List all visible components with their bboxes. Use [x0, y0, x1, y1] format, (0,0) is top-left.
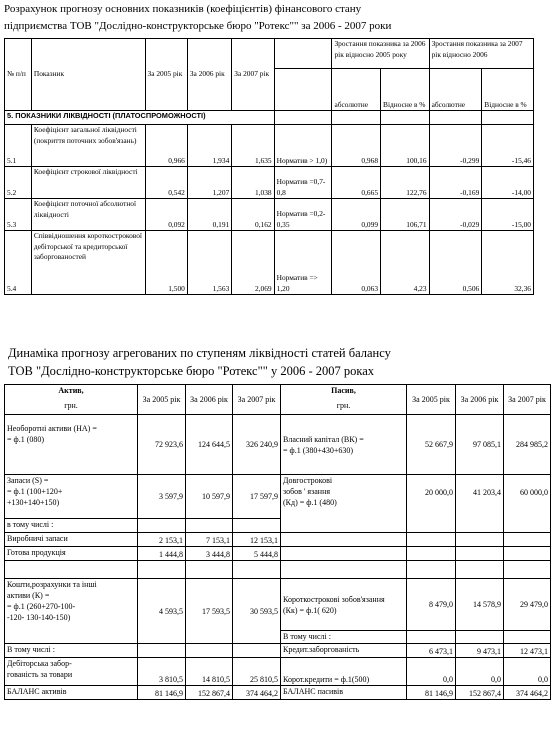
header-2006: За 2006 рік	[187, 39, 231, 111]
row-2007: 0,162	[232, 199, 274, 231]
header-growth-2007: Зростання показника за 2007 рік відносно 2006	[429, 39, 533, 69]
table-row	[5, 579, 551, 631]
row-abs1: 0,063	[332, 231, 381, 295]
row-2007: 1,038	[232, 167, 274, 199]
gp-2006: 3 444,8	[186, 547, 233, 561]
k-label2: активи (К) =	[7, 591, 50, 600]
table-row	[5, 125, 534, 167]
vz-label: Виробничі запаси	[5, 533, 138, 547]
row-2005: 1,500	[145, 231, 187, 295]
na-label: Необоротні активи (НА) =	[7, 424, 97, 433]
row-2006: 1,207	[187, 167, 231, 199]
header-num: № п/п	[5, 39, 32, 111]
row-abs2: -0,169	[429, 167, 482, 199]
kor-2006: 0,0	[456, 658, 504, 686]
table-row	[5, 547, 551, 561]
s-formula2: +130+140+150)	[7, 498, 60, 507]
balance-liquidity-table	[4, 384, 551, 700]
header-norm-blank	[274, 39, 332, 69]
row-rel2: -15,00	[482, 199, 534, 231]
header-pasyv: Пасив,	[281, 385, 407, 400]
kor-2007: 0,0	[504, 658, 551, 686]
k-2006: 17 593,5	[186, 579, 233, 644]
row-num: 5.1	[5, 125, 32, 167]
header-rel2: Відносне в %	[482, 69, 534, 111]
row-norm: Норматив > 1,0)	[274, 125, 332, 167]
row-rel1: 122,76	[381, 167, 430, 199]
row-2006: 0,191	[187, 199, 231, 231]
vk-label: Власний капітал (ВК) =	[283, 434, 364, 444]
s-2007: 17 597,9	[233, 475, 281, 519]
kd-2005: 20 000,0	[407, 475, 456, 533]
header-a2007: За 2007 рік	[233, 385, 281, 415]
header-aktyv-unit: грн.	[5, 400, 138, 415]
na-formula: = ф.1 (080)	[7, 435, 45, 444]
header-norm-blank2	[274, 69, 332, 111]
row-name: Співвідношення короткострокової дебіторської та кредиторської заборгованостей	[31, 231, 145, 295]
row-2006: 1,563	[187, 231, 231, 295]
row-abs1: 0,968	[332, 125, 381, 167]
row-abs1: 0,099	[332, 199, 381, 231]
header-growth-2006: Зростання показника за 2006 рік відносно 2005 року	[332, 39, 429, 69]
header-a2005: За 2005 рік	[138, 385, 186, 415]
header-abs2: абсолютне	[429, 69, 482, 111]
kk-2006: 14 578,9	[456, 579, 504, 631]
balance-liabilities-label: БАЛАНС пасивів	[281, 686, 407, 700]
incl-label: в тому числі :	[5, 519, 138, 533]
balance-assets-label: БАЛАНС активів	[5, 686, 138, 700]
row-rel2: -14,00	[482, 167, 534, 199]
balance-liabilities-2006: 152 867,4	[456, 686, 504, 700]
row-norm: Норматив =0,7-0,8	[274, 167, 332, 199]
kd-2006: 41 203,4	[456, 475, 504, 533]
row-num: 5.2	[5, 167, 32, 199]
header-2005: За 2005 рік	[145, 39, 187, 111]
s-2005: 3 597,9	[138, 475, 186, 519]
gp-2005: 1 444,8	[138, 547, 186, 561]
row-2005: 0,092	[145, 199, 187, 231]
row-num: 5.3	[5, 199, 32, 231]
k-2007: 30 593,5	[233, 579, 281, 644]
liquidity-ratios-table	[4, 38, 534, 295]
header-aktyv: Актив,	[5, 385, 138, 400]
row-rel1: 106,71	[381, 199, 430, 231]
header-rel1: Відносне в %	[381, 69, 430, 111]
vk-2005: 52 667,9	[407, 415, 456, 475]
k-formula1: = ф.1 (260+270-100-	[7, 602, 76, 611]
vz-2006: 7 153,1	[186, 533, 233, 547]
header-p2007: За 2007 рік	[504, 385, 551, 415]
kk-formula: (Кк) = ф.1( 620)	[283, 605, 337, 615]
kk-label: Короткострокові зобов'язання	[283, 594, 385, 604]
row-rel2: 32,36	[482, 231, 534, 295]
kz-label: Кредит.заборгованість	[281, 644, 407, 658]
row-rel1: 100,16	[381, 125, 430, 167]
vz-2005: 2 153,1	[138, 533, 186, 547]
gp-label: Готова продукція	[5, 547, 138, 561]
s-formula1: = ф.1 (100+120+	[7, 487, 63, 496]
kd-label2: зобов ' язання	[283, 487, 331, 496]
table-row	[5, 686, 551, 700]
dz-2006: 14 810,5	[186, 658, 233, 686]
balance-liabilities-2007: 374 464,2	[504, 686, 551, 700]
vk-2007: 284 985,2	[504, 415, 551, 475]
dz-label: Дебіторська забор-	[7, 659, 72, 668]
row-2007: 2,069	[232, 231, 274, 295]
kd-formula: (Кд) = ф.1 (480)	[283, 498, 337, 507]
table-row	[5, 658, 551, 686]
header-name: Показник	[31, 39, 145, 111]
row-2005: 0,542	[145, 167, 187, 199]
row-rel2: -15,46	[482, 125, 534, 167]
kz-2006: 9 473,1	[456, 644, 504, 658]
na-2005: 72 923,6	[138, 415, 186, 475]
kd-label: Довгострокові	[283, 476, 333, 485]
k-2005: 4 593,5	[138, 579, 186, 644]
row-num: 5.4	[5, 231, 32, 295]
row-2006: 1,934	[187, 125, 231, 167]
header-a2006: За 2006 рік	[186, 385, 233, 415]
kz-2005: 6 473,1	[407, 644, 456, 658]
header-p2005: За 2005 рік	[407, 385, 456, 415]
header-2007: За 2007 рік	[232, 39, 274, 111]
dz-2005: 3 810,5	[138, 658, 186, 686]
row-norm: Норматив => 1,20	[274, 231, 332, 295]
row-name: Коефіцієнт загальної ліквідності (покриття поточних зобов'язань)	[31, 125, 145, 167]
balance-assets-2005: 81 146,9	[138, 686, 186, 700]
table-row	[5, 199, 534, 231]
row-name: Коефіцієнт поточної абсолютної ліквідності	[31, 199, 145, 231]
section-liquidity: 5. ПОКАЗНИКИ ЛІКВІДНОСТІ (ПЛАТОСПРОМОЖНОСТІ)	[5, 111, 275, 125]
balance-liabilities-2005: 81 146,9	[407, 686, 456, 700]
kor-label: Корот.кредити = ф.1(500)	[281, 658, 407, 686]
gp-2007: 5 444,8	[233, 547, 281, 561]
k-formula2: -120- 130-140-150)	[7, 613, 71, 622]
doc1-title-line1: Розрахунок прогнозу основних показників (коефіцієнтів) фінансового стану	[4, 3, 362, 15]
row-abs2: -0,029	[429, 199, 482, 231]
table-row	[5, 167, 534, 199]
kk-2007: 29 479,0	[504, 579, 551, 631]
vk-formula: = ф.1 (380+430+630)	[283, 445, 354, 455]
k-label: Кошти,розрахунки та інші	[7, 580, 97, 589]
s-label: Запаси (S) =	[7, 476, 49, 485]
header-abs1: абсолютне	[332, 69, 381, 111]
na-2006: 124 644,5	[186, 415, 233, 475]
header-pasyv-unit: грн.	[281, 400, 407, 415]
row-abs2: 0,506	[429, 231, 482, 295]
table-row	[5, 231, 534, 295]
row-norm: Норматив =0,2-0,35	[274, 199, 332, 231]
row-2005: 0,966	[145, 125, 187, 167]
kk-2005: 8 479,0	[407, 579, 456, 631]
incl-label-2: В тому числі :	[5, 644, 138, 658]
kd-2007: 60 000,0	[504, 475, 551, 533]
row-2007: 1,635	[232, 125, 274, 167]
header-p2006: За 2006 рік	[456, 385, 504, 415]
row-abs2: -0,299	[429, 125, 482, 167]
table-row	[5, 475, 551, 519]
row-rel1: 4,23	[381, 231, 430, 295]
row-name: Коефіцієнт строкової ліквідності	[31, 167, 145, 199]
doc2-title-line2: ТОВ "Дослідно-конструкторське бюро "Ротекс"" у 2006 - 2007 роках	[8, 364, 375, 378]
na-2007: 326 240,9	[233, 415, 281, 475]
doc2-title-line1: Динаміка прогнозу агрегованих по ступеням ліквідності статей балансу	[8, 346, 391, 360]
table-row	[5, 644, 551, 658]
kor-2005: 0,0	[407, 658, 456, 686]
balance-assets-2006: 152 867,4	[186, 686, 233, 700]
table-row	[5, 415, 551, 475]
dz-label2: гованість за товари	[7, 670, 73, 679]
vk-2006: 97 085,1	[456, 415, 504, 475]
kz-2007: 12 473,1	[504, 644, 551, 658]
doc1-title-line2: підприємства ТОВ "Дослідно-конструкторське бюро "Ротекс"" за 2006 - 2007 роки	[4, 20, 392, 32]
incl-label-3: В тому числі :	[281, 631, 407, 644]
vz-2007: 12 153,1	[233, 533, 281, 547]
s-2006: 10 597,9	[186, 475, 233, 519]
balance-assets-2007: 374 464,2	[233, 686, 281, 700]
table-row	[5, 533, 551, 547]
row-abs1: 0,665	[332, 167, 381, 199]
dz-2007: 25 810,5	[233, 658, 281, 686]
